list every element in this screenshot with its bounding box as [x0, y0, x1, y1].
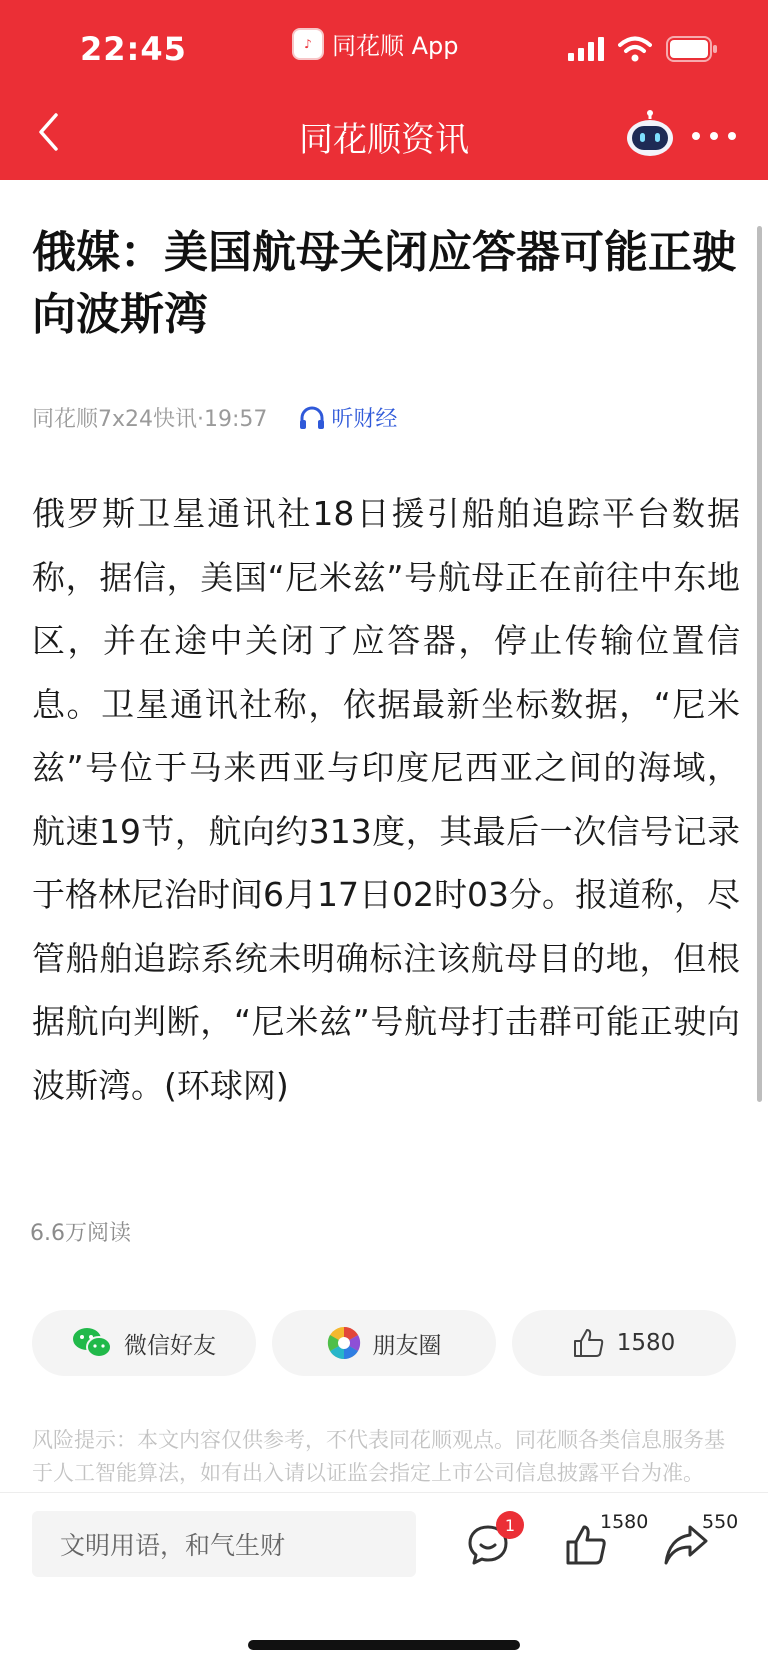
more-dot-icon: [710, 132, 718, 140]
article-title: 俄媒：美国航母关闭应答器可能正驶向波斯湾: [32, 227, 736, 340]
share-wechat-label: 微信好友: [124, 1332, 216, 1359]
article-source-time: 同花顺7x24快讯·19:57: [32, 407, 268, 432]
status-icons: [568, 36, 718, 62]
article-meta: [32, 402, 397, 433]
share-button[interactable]: [662, 1511, 739, 1571]
signal-icon: [568, 37, 604, 61]
share-row: [32, 1310, 736, 1376]
bottom-like-count: 1580: [600, 1511, 649, 1533]
page-title: 同花顺资讯: [299, 120, 469, 160]
comment-input-placeholder: 文明用语，和气生财: [60, 1531, 286, 1560]
listen-label: 听财经: [331, 407, 398, 432]
battery-icon: [666, 36, 718, 62]
status-time: 22:45: [80, 30, 187, 68]
article-body: 俄罗斯卫星通讯社18日援引船舶追踪平台数据称，据信，美国“尼米兹”号航母正在前往中东地区，并在途中关闭了应答器，停止传输位置信息。卫星通讯社称，依据最新坐标数据，“尼米兹”号位于马来西亚与印度尼西亚之间的海域，航速19节，航向约313度，其最后一次信号记录于格林尼治时间6月17日02时03分。报道称，尽管船舶追踪系统未明确标注该航母目的地，但根据航向判断，“尼米兹”号航母打击群可能正驶向波斯湾。(环球网): [32, 494, 740, 1105]
wifi-icon: [618, 36, 652, 62]
moments-icon: [327, 1326, 361, 1360]
home-indicator[interactable]: [248, 1640, 520, 1650]
app-logo-icon: ♪: [292, 28, 324, 60]
share-moments-button[interactable]: [272, 1310, 496, 1376]
scrollbar[interactable]: [757, 226, 762, 1102]
risk-notice: 风险提示：本文内容仅供参考，不代表同花顺观点。同花顺各类信息服务基于人工智能算法，如有出入请以证监会指定上市公司信息披露平台为准。: [32, 1428, 725, 1485]
comment-button[interactable]: [466, 1515, 516, 1571]
read-count: 6.6万阅读: [30, 1221, 131, 1246]
share-count: 550: [702, 1511, 739, 1533]
more-dot-icon: [728, 132, 736, 140]
app-indicator[interactable]: [292, 26, 459, 61]
app-indicator-label: 同花顺 App: [332, 32, 459, 60]
listen-button[interactable]: [299, 402, 397, 433]
more-button[interactable]: [692, 118, 736, 154]
bottom-bar: [0, 1492, 768, 1664]
header: [0, 0, 768, 180]
wechat-icon: [72, 1326, 112, 1360]
thumbs-up-icon: [573, 1328, 605, 1358]
like-count: 1580: [616, 1330, 676, 1356]
headphones-icon: [299, 406, 325, 430]
bottom-like-button[interactable]: [564, 1511, 649, 1571]
share-moments-label: 朋友圈: [372, 1332, 442, 1359]
comment-badge: 1: [496, 1511, 524, 1539]
share-wechat-button[interactable]: [32, 1310, 256, 1376]
ai-assistant-button[interactable]: [624, 110, 676, 158]
like-button[interactable]: [512, 1310, 736, 1376]
more-dot-icon: [692, 132, 700, 140]
comment-input[interactable]: [32, 1511, 416, 1577]
robot-icon: [624, 110, 676, 158]
